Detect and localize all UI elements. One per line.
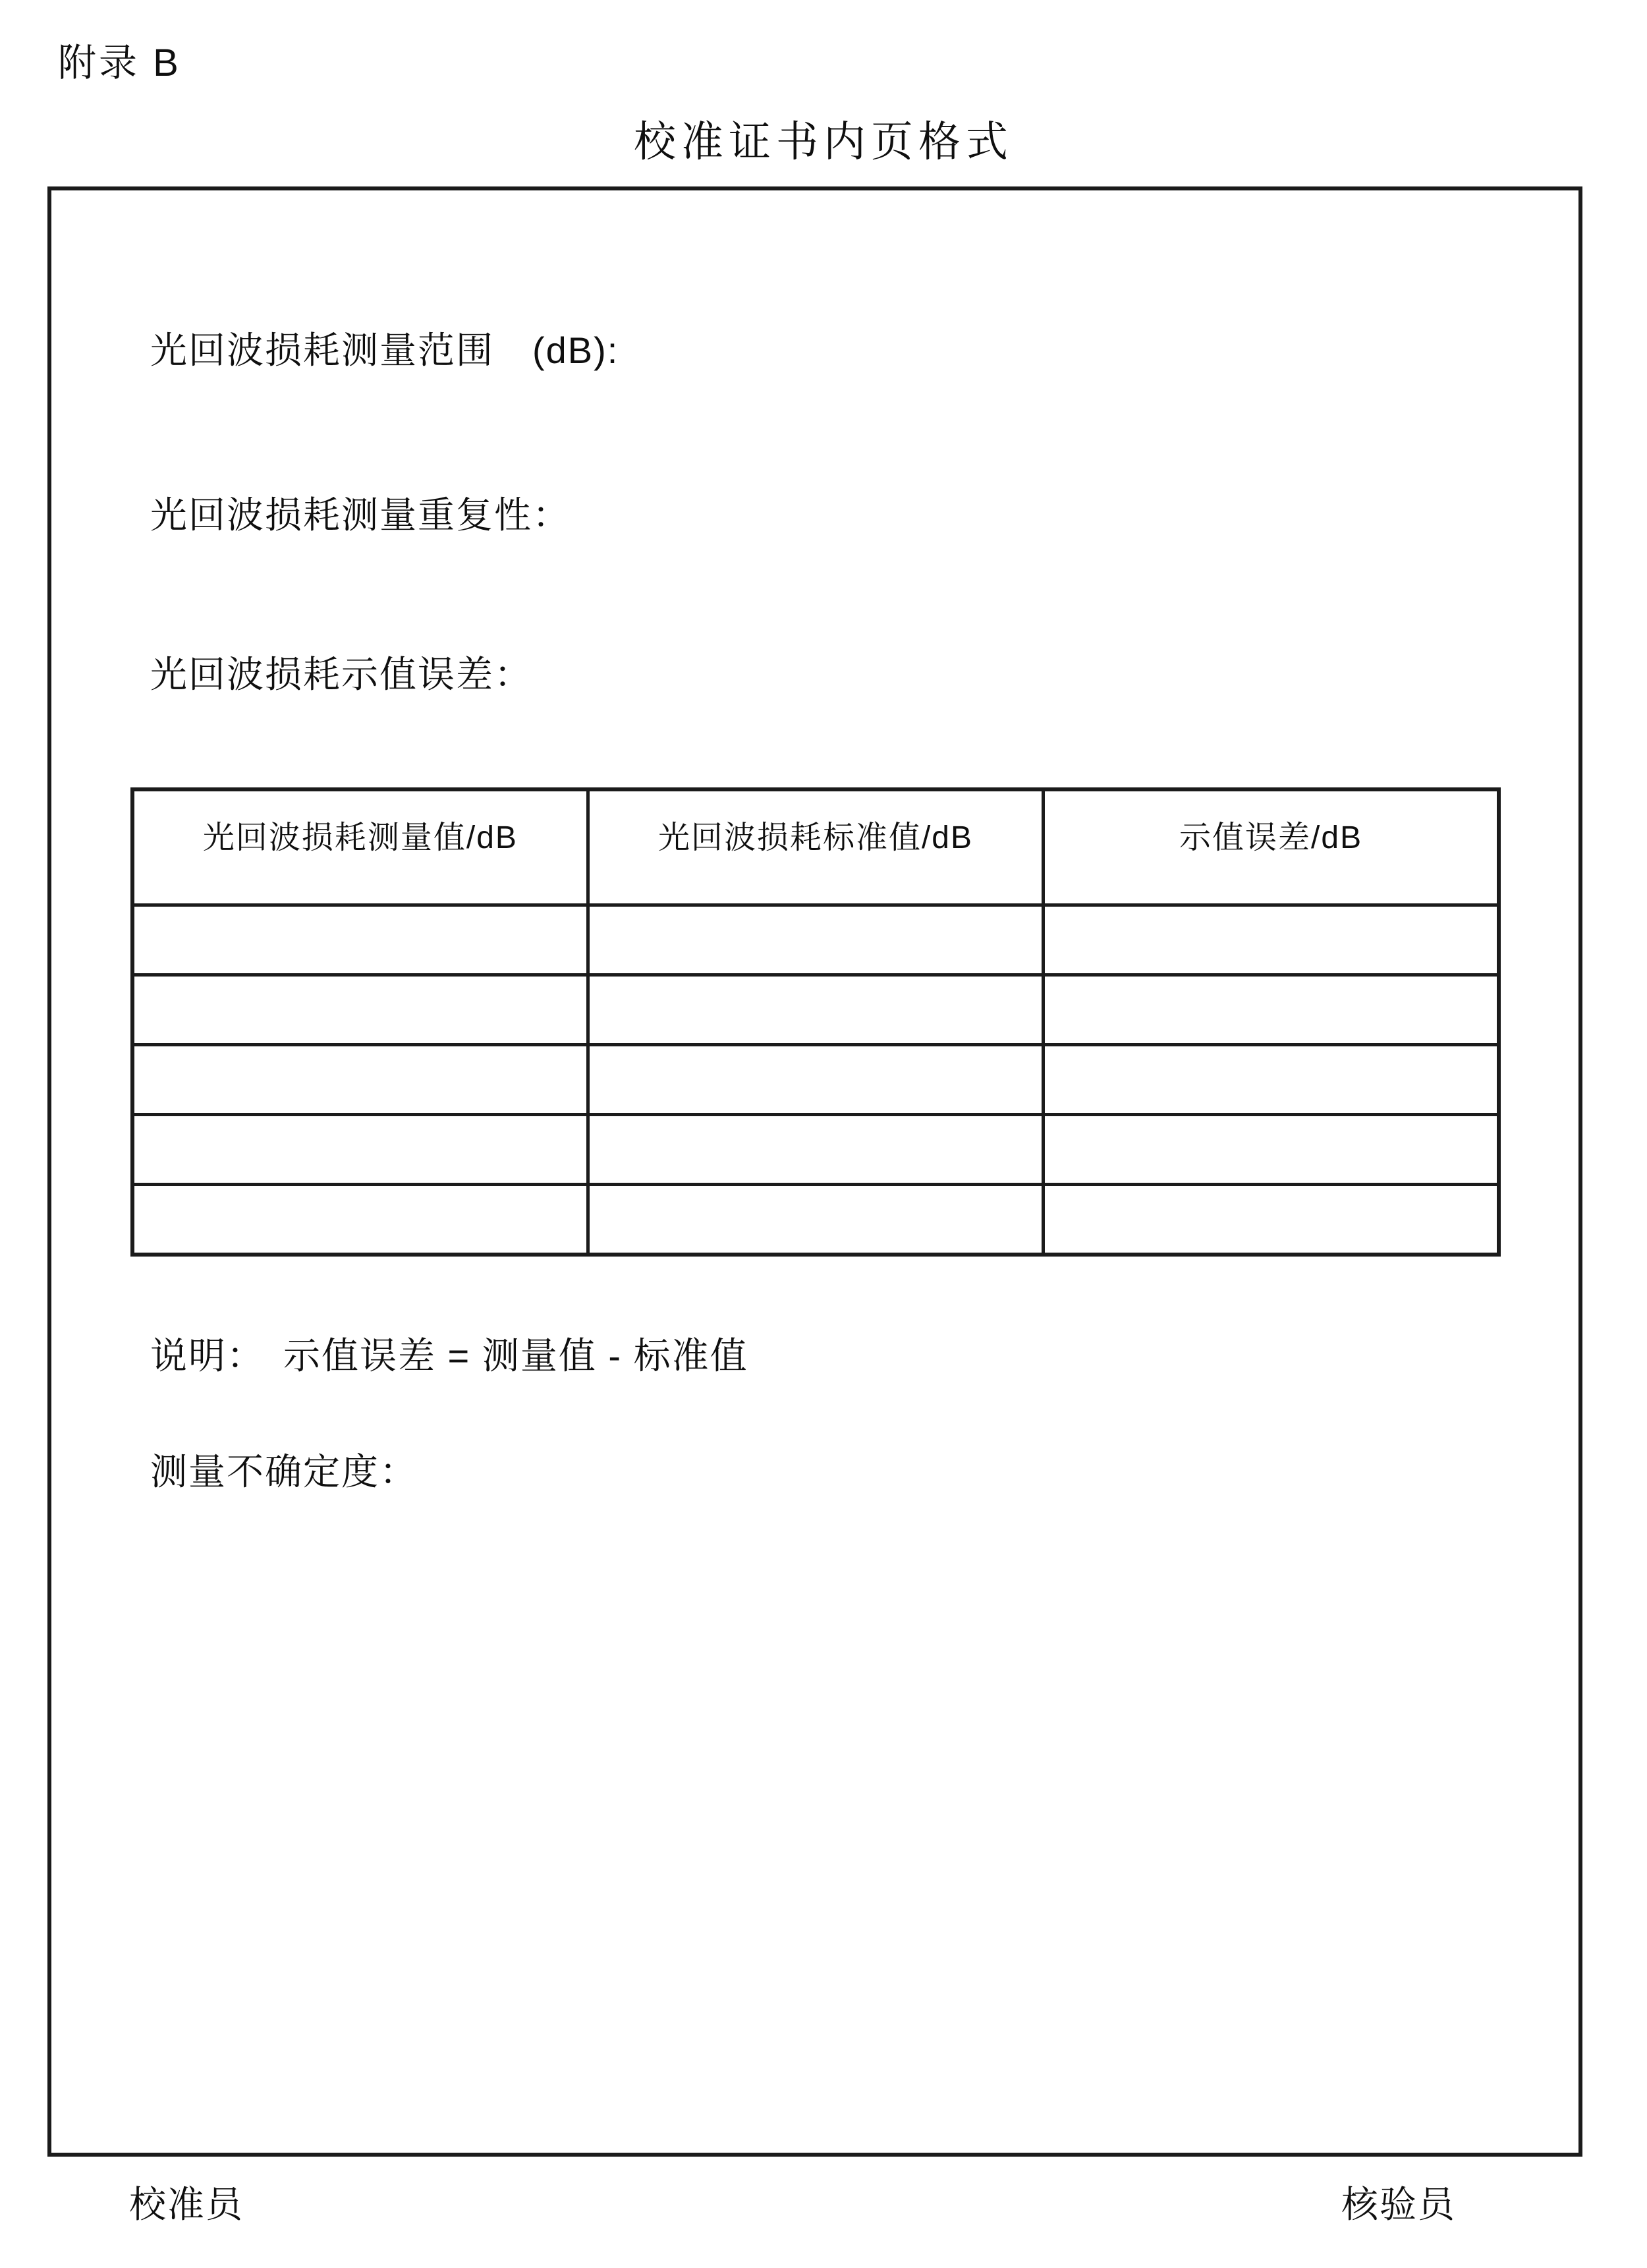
note-text: 示值误差 = 测量值 - 标准值: [283, 1335, 748, 1376]
table-cell: [1044, 1185, 1499, 1255]
column-header-measured-value: 光回波损耗测量值/dB: [132, 789, 588, 905]
page-title: 校准证书内页格式: [634, 118, 1013, 165]
column-header-standard-value: 光回波损耗标准值/dB: [588, 789, 1043, 905]
verifier-label: 核验员: [1341, 2184, 1456, 2225]
table-row: [132, 1115, 1499, 1185]
calibrator-label: 校准员: [129, 2184, 244, 2225]
table-cell: [132, 1115, 588, 1185]
table-cell: [588, 1115, 1043, 1185]
table-header: [132, 789, 1499, 905]
table-cell: [1044, 905, 1499, 975]
field-label-return-loss-indication-error: 光回波损耗示值误差：: [150, 654, 532, 695]
table-row: [132, 975, 1499, 1045]
uncertainty-label: 测量不确定度：: [150, 1451, 418, 1492]
table-header-row: [132, 789, 1499, 905]
field-label-return-loss-range: 光回波损耗测量范围 (dB):: [150, 329, 619, 371]
table-cell: [132, 1185, 588, 1255]
table-cell: [1044, 1115, 1499, 1185]
table-cell: [1044, 1045, 1499, 1115]
field-label-return-loss-repeatability: 光回波损耗测量重复性：: [150, 494, 571, 536]
note-label: 说明：: [150, 1335, 265, 1376]
table-row: [132, 1045, 1499, 1115]
table-cell: [588, 1045, 1043, 1115]
results-table: [130, 787, 1501, 1257]
column-header-indication-error: 示值误差/dB: [1044, 789, 1499, 905]
note-line: [150, 1327, 748, 1380]
table-body: [132, 905, 1499, 1255]
table-cell: [132, 975, 588, 1045]
table-row: [132, 905, 1499, 975]
table-row: [132, 1185, 1499, 1255]
table-cell: [588, 975, 1043, 1045]
table-cell: [588, 1185, 1043, 1255]
table-cell: [1044, 975, 1499, 1045]
table-cell: [132, 1045, 588, 1115]
table-cell: [132, 905, 588, 975]
table-cell: [588, 905, 1043, 975]
appendix-label: 附录 B: [58, 42, 181, 84]
